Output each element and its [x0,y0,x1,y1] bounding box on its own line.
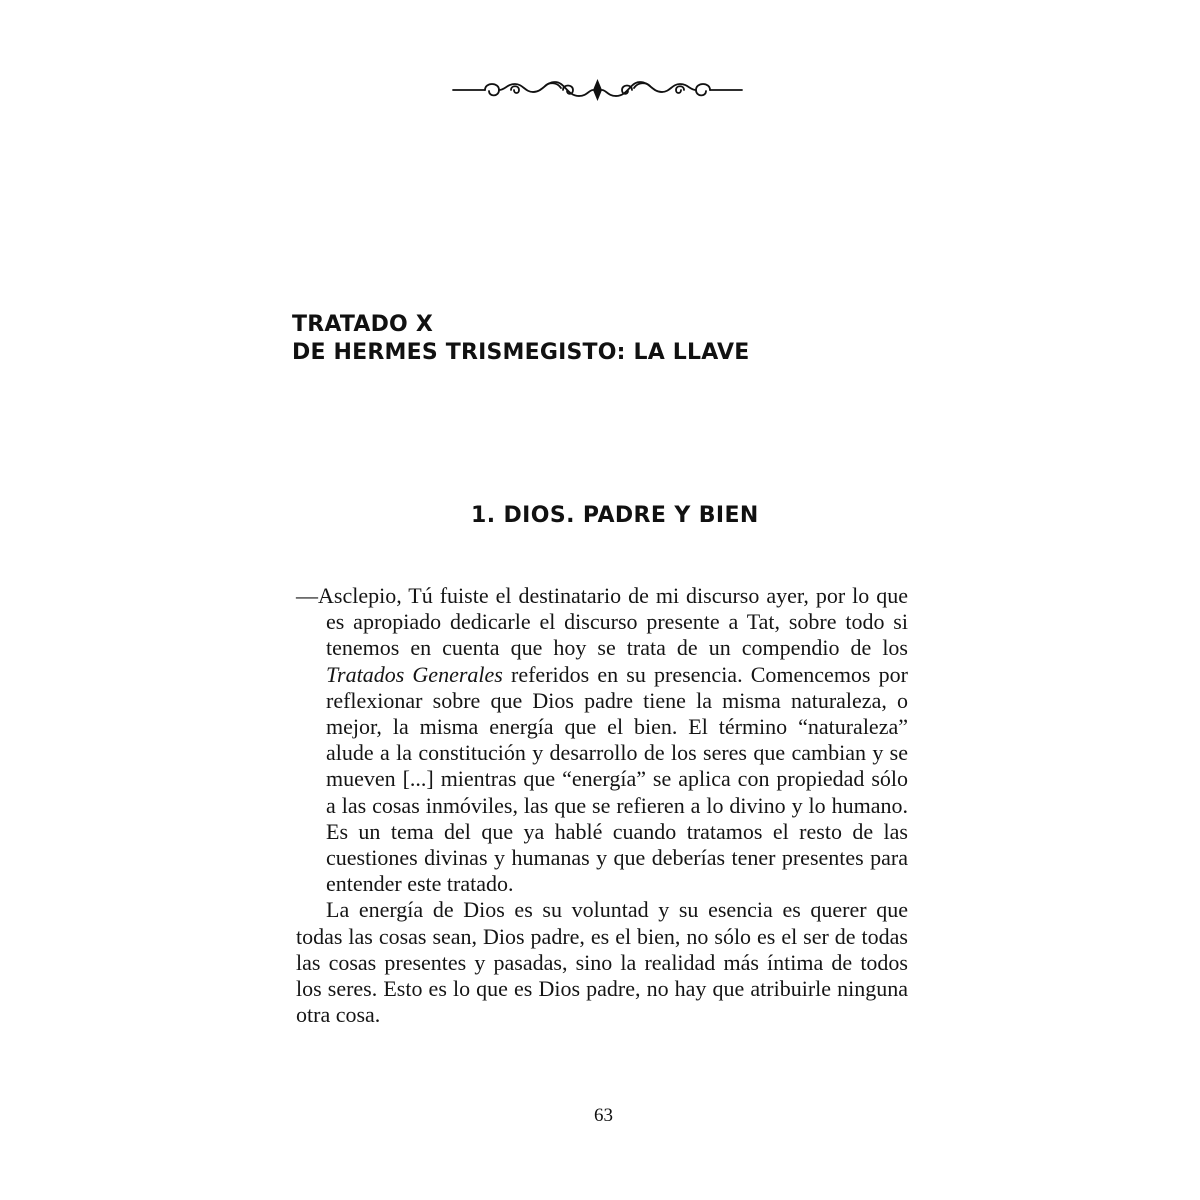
paragraph-1-part2: referidos en su presencia. Comencemos por reflexionar sobre que Dios padre tiene la misma naturaleza, o mejor, la misma energía que el bien. El término “naturaleza” alude a la constitución y desarrollo de los seres que cambian y se mueven [...] mientras que “energía” se aplica con propiedad sólo a las cosas inmóviles, las que se refieren a lo divino y lo humano. Es un tema del que ya hablé cuando tratamos el resto de las cuestiones divinas y humanas y que deberías tener presentes para entender este tratado. [326,661,908,897]
body-text [296,583,908,1028]
treatise-title-line2: DE HERMES TRISMEGISTO: LA LLAVE [292,340,750,365]
paragraph-1-part1: —Asclepio, Tú fuiste el destinatario de mi discurso ayer, por lo que es apropiado dedicarle el discurso presente a Tat, sobre todo si tenemos en cuenta que hoy se trata de un compendio de los [296,583,908,661]
page-number: 63 [594,1105,613,1126]
paragraph-2: La energía de Dios es su voluntad y su esencia es querer que todas las cosas sean, Dios padre, es el bien, no sólo es el ser de todas las cosas presentes y pasadas, sino la realidad más íntima de todos los seres. Esto es lo que es Dios padre, no hay que atribuirle ninguna otra cosa. [296,897,908,1028]
paragraph-1 [296,583,908,897]
decorative-flourish-icon [445,70,750,110]
paragraph-1-italic-title: Tratados Generales [326,661,503,687]
treatise-title [292,311,749,367]
section-heading: 1. DIOS. PADRE Y BIEN [471,503,759,528]
treatise-title-line1: TRATADO X [292,312,433,337]
